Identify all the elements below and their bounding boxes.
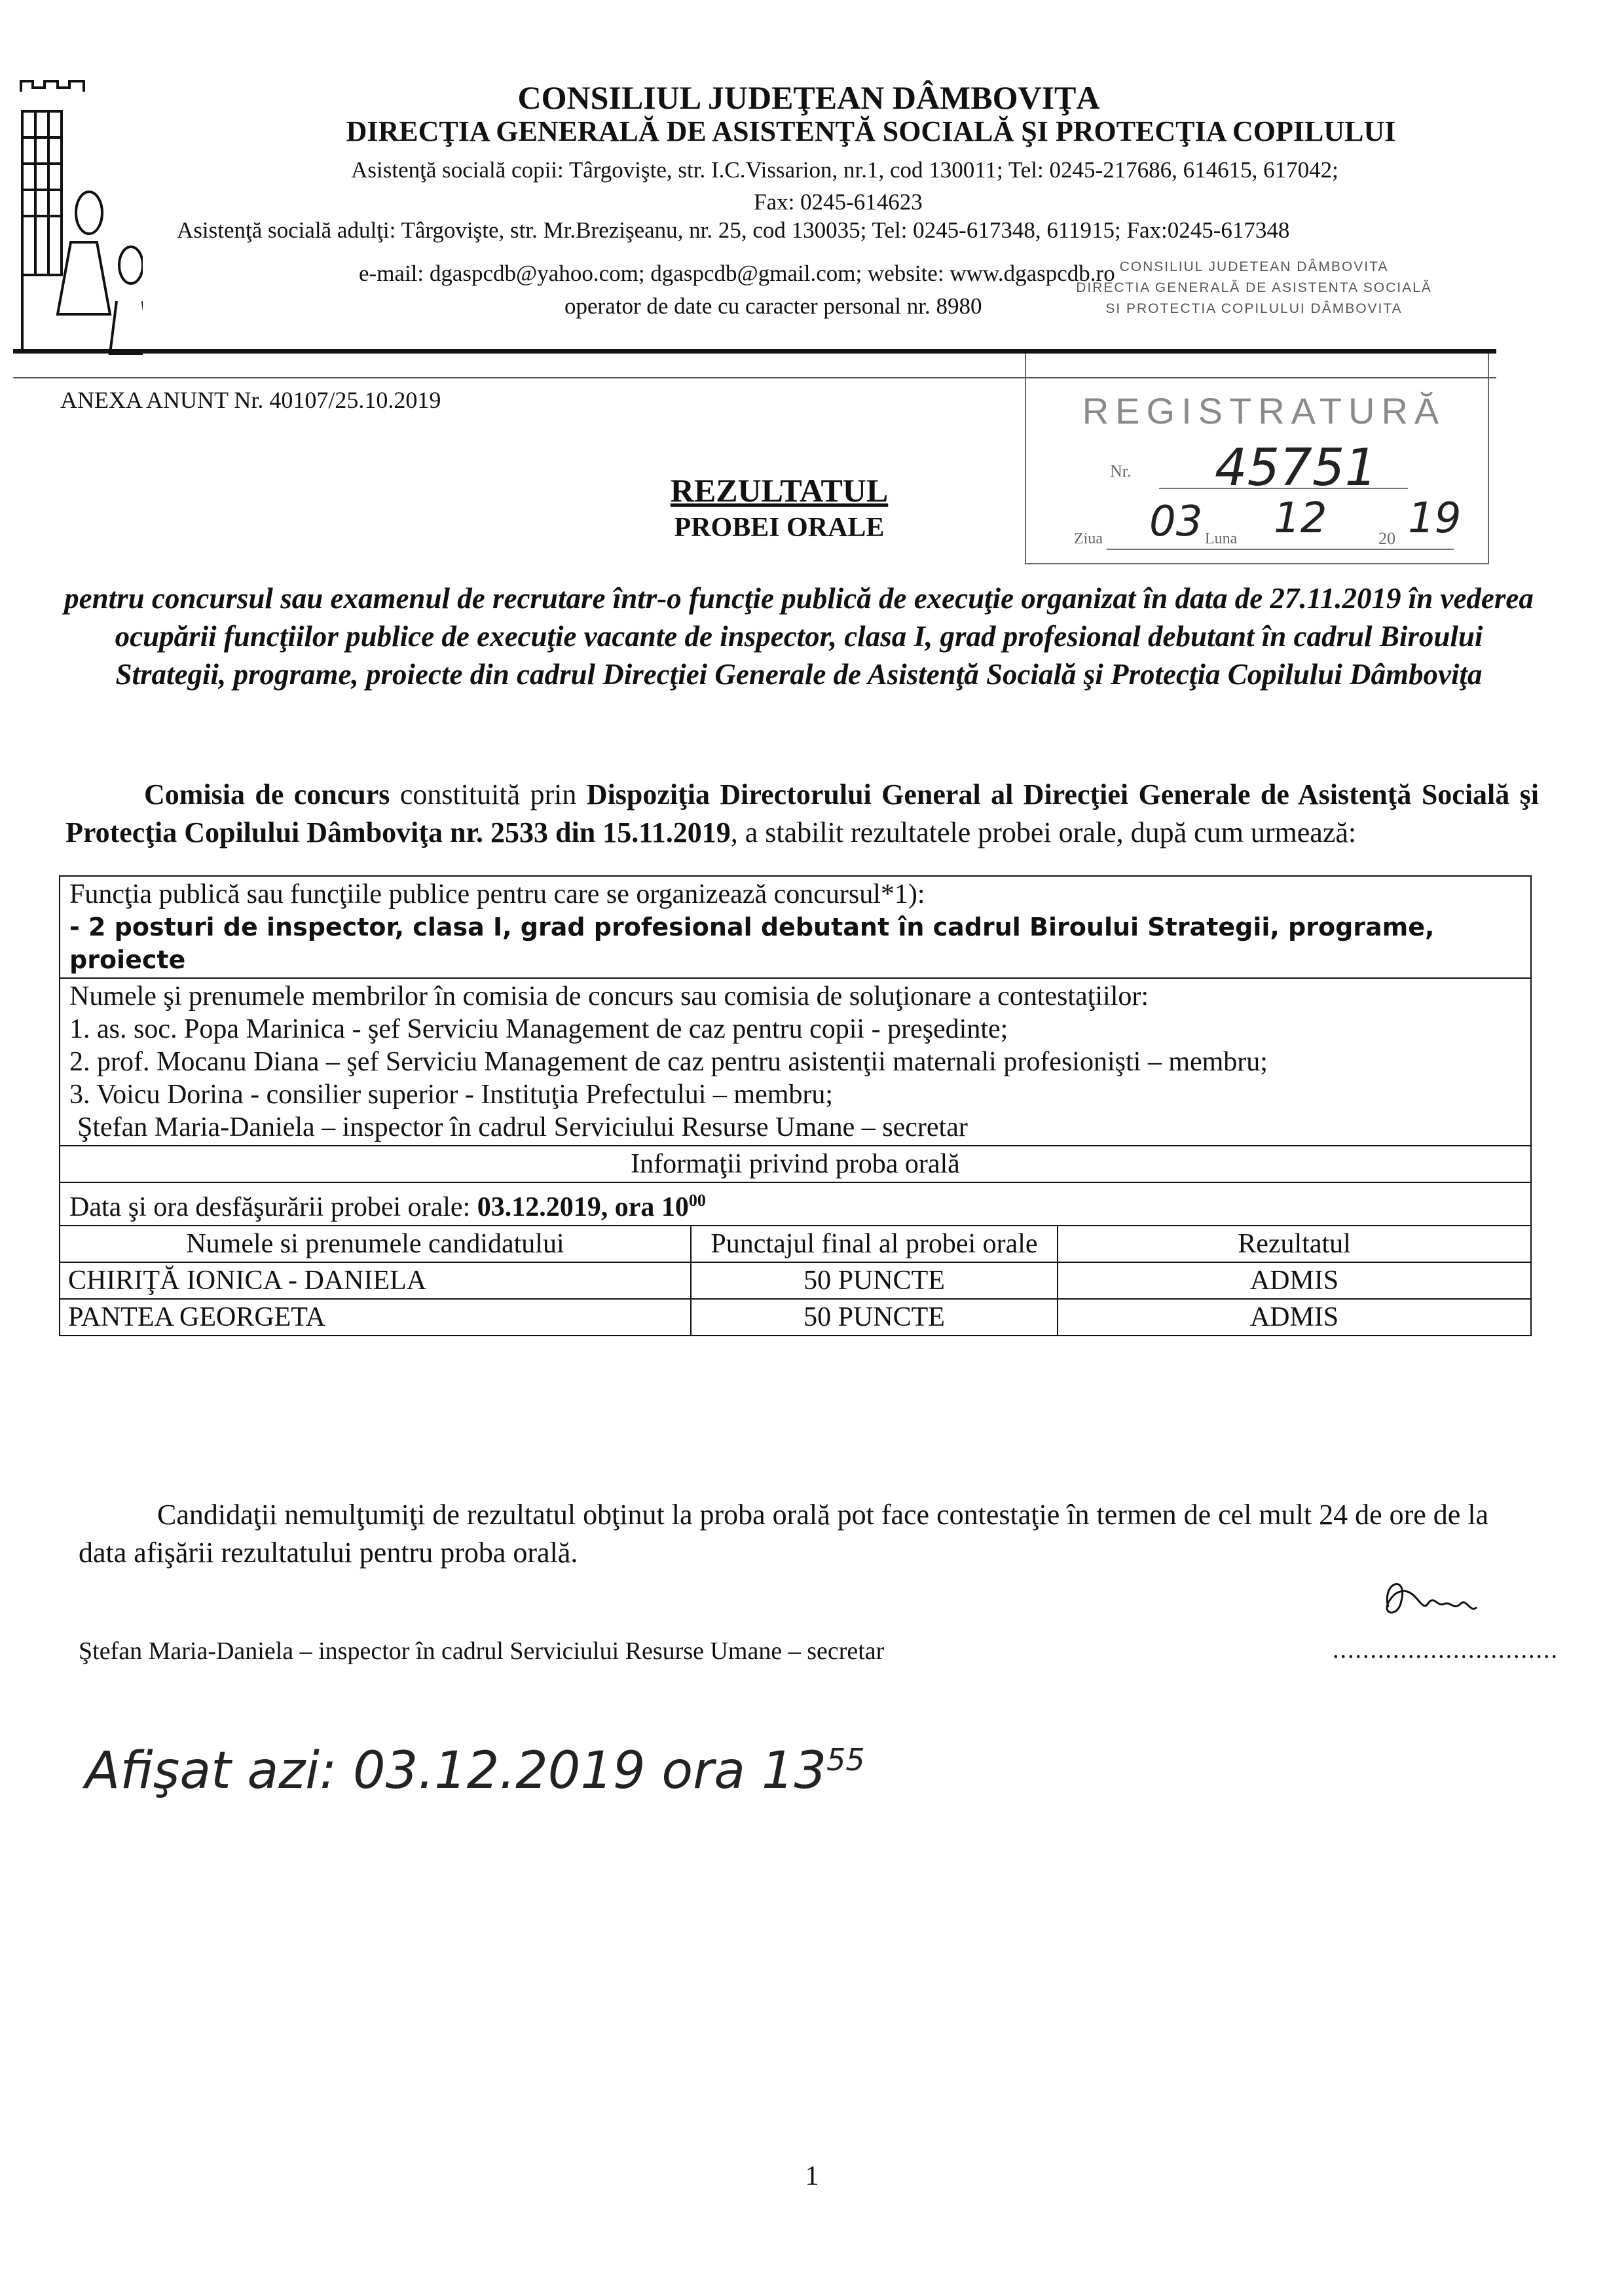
signature-dotted-line: .............................. [1333, 1636, 1559, 1664]
header-operator: operator de date cu caracter personal nr. 8980 [564, 293, 982, 319]
page-number: 1 [805, 2161, 819, 2191]
table-row [60, 1263, 1530, 1300]
appeal-notice: Candidaţii nemulţumiţi de rezultatul obţinut la proba orală pot face contestaţie în termen de cel mult 24 de ore de la data afişării rezultatului pentru proba orală. [79, 1499, 1489, 1569]
table-row [60, 1300, 1530, 1335]
committee-member: 1. as. soc. Popa Marinica - şef Serviciu Management de caz pentru copii - preşedinte; [69, 1014, 1008, 1044]
signature [1362, 1568, 1493, 1640]
document-subtitle: PROBEI ORALE [674, 513, 885, 543]
commission-paragraph [65, 776, 1539, 852]
stamp-line-3: SI PROTECTIA COPILULUI DÂMBOVITA [1105, 301, 1403, 316]
candidate-result: ADMIS [1249, 1266, 1339, 1296]
document-title: REZULTATUL [670, 472, 889, 509]
anexa-reference: ANEXA ANUNT Nr. 40107/25.10.2019 [60, 387, 441, 413]
posted-note-minutes: 55 [826, 1742, 865, 1777]
header-directorate: DIRECŢIA GENERALĂ DE ASISTENŢĂ SOCIALĂ ŞI PROTECŢIA COPILULUI [346, 115, 1396, 147]
stamp-year-value: 19 [1408, 494, 1462, 543]
para-commission: Comisia de concurs [144, 778, 390, 811]
date-value: 03.12.2019, ora 10 [477, 1192, 689, 1222]
table-row-info: Informaţii privind proba orală [60, 1146, 1530, 1183]
stamp-line-1: CONSILIUL JUDETEAN DÂMBOVITA [1119, 259, 1389, 274]
stamp-year-prefix: 20 [1378, 529, 1395, 548]
stamp-line-2: DIRECTIA GENERALĂ DE ASISTENTA SOCIALĂ [1076, 280, 1432, 295]
col-header-name: Numele si prenumele candidatului [60, 1226, 692, 1262]
table-row-function [60, 877, 1530, 979]
header-fax: Fax: 0245-614623 [754, 189, 923, 215]
candidate-result: ADMIS [1249, 1302, 1339, 1332]
stamp-ziua-label: Ziua [1074, 530, 1103, 547]
header-address-adults: Asistenţă socială adulţi: Târgovişte, str. Mr.Brezişeanu, nr. 25, cod 130035; Tel: 0245-617348, 611915; Fax:0245-617348 [177, 217, 1290, 243]
header-address-children: Asistenţă socială copii: Târgovişte, str. I.C.Vissarion, nr.1, cod 130011; Tel: 0245-217686, 614615, 617042; [351, 157, 1338, 183]
stamp-nr-label: Nr. [1110, 462, 1132, 481]
table-row-committee [60, 979, 1530, 1146]
col-header-score: Punctajul final al probei orale [692, 1226, 1058, 1262]
para-disposition: Dispoziţia Directorului General al Direcţiei Generale de Asistenţă Socială şi Protecţia Copilului Dâmboviţa nr. 2533 din 15.11.2019 [65, 778, 1540, 848]
function-label: Funcţia publică sau funcţiile publice pentru care se organizează concursul*1): [69, 879, 925, 909]
institution-logo [18, 79, 143, 360]
stamp-ziua-value: 03 [1149, 498, 1203, 546]
candidate-name: PANTEA GEORGETA [60, 1300, 692, 1335]
header-council: CONSILIUL JUDEŢEAN DÂMBOVIŢA [517, 79, 1100, 116]
para-constituted: constituită prin [390, 778, 587, 811]
col-header-result: Rezultatul [1238, 1229, 1351, 1259]
handwritten-posted-note [85, 1741, 865, 1800]
committee-label: Numele şi prenumele membrilor în comisia de concurs sau comisia de soluţionare a contestaţiilor: [69, 981, 1149, 1011]
table-row-date [60, 1183, 1530, 1226]
table-header-row [60, 1226, 1530, 1263]
stamp-luna-value: 12 [1274, 494, 1327, 543]
committee-member: 2. prof. Mocanu Diana – şef Serviciu Management de caz pentru asistenţii maternali profesionişti – membru; [69, 1047, 1268, 1077]
committee-member: 3. Voicu Dorina - consilier superior - Instituţia Prefectului – membru; [69, 1080, 834, 1110]
stamp-date-line [1107, 549, 1454, 550]
intro-text: pentru concursul sau examenul de recrutare într-o funcţie publică de execuţie organizat în data de 27.11.2019 în vederea ocupării funcţiilor publice de execuţie vacante de inspector, clasa I, grad profesional debutant în cadrul Biroului Strategii, programe, proiecte din cadrul Direcţiei Generale de Asistenţă Socială şi Protecţia Copilului Dâmboviţa [64, 582, 1534, 691]
date-sup: 00 [688, 1191, 706, 1210]
candidate-score: 50 PUNCTE [692, 1300, 1058, 1335]
committee-member: Ştefan Maria-Daniela – inspector în cadrul Serviciului Resurse Umane – secretar [77, 1112, 968, 1142]
registry-stamp-header [1022, 257, 1486, 355]
date-label: Data şi ora desfăşurării probei orale: [69, 1192, 477, 1222]
stamp-nr-value: 45751 [1215, 439, 1378, 498]
header-email: e-mail: dgaspcdb@yahoo.com; dgaspcdb@gmail.com; website: www.dgaspcdb.ro [359, 261, 1115, 286]
results-table [59, 875, 1532, 1336]
posted-note-text: Afişat azi: 03.12.2019 ora 13 [85, 1741, 827, 1800]
para-results: , a stabilit rezultatele probei orale, după cum urmează: [730, 816, 1357, 848]
secretary-line: Ştefan Maria-Daniela – inspector în cadrul Serviciului Resurse Umane – secretar [79, 1637, 885, 1665]
candidate-name: CHIRIŢĂ IONICA - DANIELA [60, 1263, 692, 1298]
stamp-nr-line [1159, 488, 1408, 489]
stamp-luna-label: Luna [1205, 530, 1238, 547]
function-value: - 2 posturi de inspector, clasa I, grad profesional debutant în cadrul Biroului Strategii, programe, proiecte [69, 913, 1435, 974]
candidate-score: 50 PUNCTE [692, 1263, 1058, 1298]
stamp-title: REGISTRATURĂ [1082, 390, 1446, 431]
